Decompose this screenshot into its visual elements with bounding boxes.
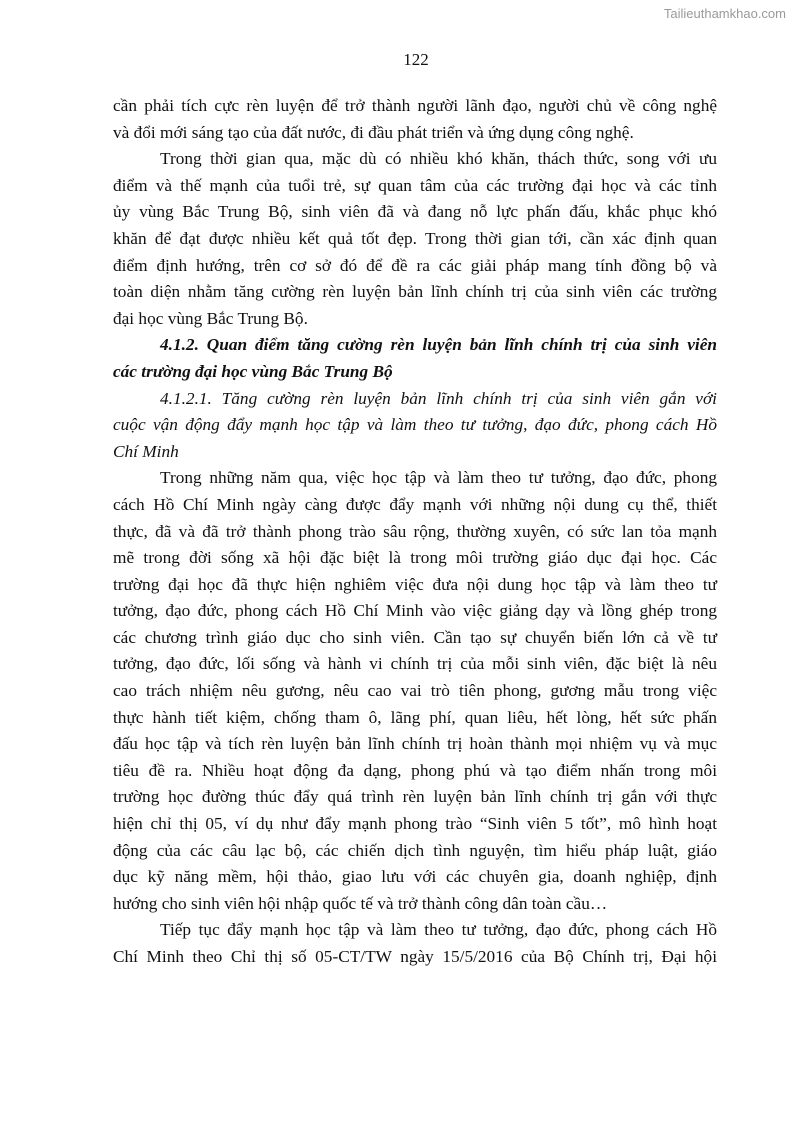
- text-line: ủy vùng Bắc Trung Bộ, sinh viên đã và đang nỗ lực phấn đấu, khắc phục khó: [113, 202, 717, 222]
- text-line: hiện chỉ thị 05, ví dụ như đẩy mạnh phong trào “Sinh viên 5 tốt”, mô hình hoạt: [113, 814, 717, 834]
- text-line: thực hành tiết kiệm, chống tham ô, lãng phí, quan liêu, hết lòng, hết sức phấn: [113, 707, 717, 727]
- text-line: các trường đại học vùng Bắc Trung Bộ: [113, 361, 393, 381]
- text-line: điểm định hướng, trên cơ sở đó để đề ra các giải pháp mang tính đồng bộ và: [113, 255, 717, 275]
- text-line: Chí Minh: [113, 441, 179, 461]
- text-line: trường học đường thúc đẩy quá trình rèn luyện bản lĩnh chính trị gắn với thực: [113, 787, 717, 807]
- paragraph: [113, 146, 717, 332]
- page-number: 122: [403, 50, 429, 69]
- text-line: 4.1.2.1. Tăng cường rèn luyện bản lĩnh chính trị của sinh viên gắn với: [160, 388, 717, 408]
- text-line: thực, đã và đã trở thành phong trào sâu rộng, thường xuyên, có sức lan tỏa mạnh: [113, 521, 717, 541]
- text-line: đấu học tập và tích rèn luyện bản lĩnh chính trị hoàn thành mọi nhiệm vụ và mục: [113, 734, 717, 754]
- text-line: cần phải tích cực rèn luyện để trở thành người lãnh đạo, người chủ về công nghệ: [113, 96, 717, 115]
- text-line: trường đại học đã thực hiện nghiêm việc đưa nội dung học tập và làm theo tư: [113, 574, 717, 594]
- text-line: Tiếp tục đẩy mạnh học tập và làm theo tư tưởng, đạo đức, phong cách Hồ: [160, 920, 717, 940]
- text-line: cách Hồ Chí Minh ngày càng được đẩy mạnh với những nội dung cụ thể, thiết: [113, 494, 717, 514]
- text-line: 4.1.2. Quan điểm tăng cường rèn luyện bản lĩnh chính trị của sinh viên: [160, 335, 717, 355]
- text-line: tưởng, đạo đức, phong cách Hồ Chí Minh vào việc giảng dạy và lồng ghép trong: [113, 601, 717, 621]
- text-line: Chí Minh theo Chỉ thị số 05-CT/TW ngày 15/5/2016 của Bộ Chính trị, Đại hội: [113, 947, 717, 966]
- text-line: cao trách nhiệm nêu gương, nêu cao vai trò tiên phong, gương mẫu trong việc: [113, 681, 717, 701]
- paragraph: [113, 93, 717, 146]
- text-line: đại học vùng Bắc Trung Bộ.: [113, 308, 308, 328]
- text-line: các chương trình giáo dục cho sinh viên. Cần tạo sự chuyển biến lớn cả về tư: [113, 627, 717, 647]
- paragraph: [113, 465, 717, 917]
- text-line: mẽ trong đời sống xã hội đặc biệt là trong môi trường giáo dục đại học. Các: [113, 548, 717, 568]
- text-line: Trong những năm qua, việc học tập và làm theo tư tưởng, đạo đức, phong: [160, 468, 717, 488]
- section-heading: [113, 332, 717, 385]
- text-line: Trong thời gian qua, mặc dù có nhiều khó khăn, thách thức, song với ưu: [160, 149, 717, 169]
- text-line: tưởng, đạo đức, lối sống và hành vi chính trị của mỗi sinh viên, đặc biệt là nêu: [113, 654, 717, 674]
- subsection-heading: [113, 386, 717, 466]
- text-line: và đổi mới sáng tạo của đất nước, đi đầu phát triển và ứng dụng công nghệ.: [113, 122, 634, 142]
- text-line: điểm và thế mạnh của tuổi trẻ, sự quan tâm của các trường đại học và các tỉnh: [113, 175, 717, 195]
- text-line: hướng cho sinh viên hội nhập quốc tế và trở thành công dân toàn cầu…: [113, 893, 608, 913]
- text-line: tiêu đề ra. Nhiều hoạt động đa dạng, phong phú và tạo điểm nhấn trong môi: [113, 760, 717, 780]
- text-line: dục kỹ năng mềm, hội thảo, giao lưu với các chuyên gia, doanh nghiệp, định: [113, 867, 717, 887]
- watermark: Tailieuthamkhao.com: [663, 6, 786, 21]
- paragraph: [113, 917, 717, 970]
- text-line: cuộc vận động đẩy mạnh học tập và làm theo tư tưởng, đạo đức, phong cách Hồ: [113, 415, 717, 435]
- text-line: khăn để đạt được nhiều kết quả tốt đẹp. Trong thời gian tới, cần xác định quan: [113, 228, 717, 248]
- text-line: động của các câu lạc bộ, các chiến dịch tình nguyện, tìm hiểu pháp luật, giáo: [113, 840, 717, 860]
- document-body: [113, 93, 717, 971]
- text-line: toàn diện nhằm tăng cường rèn luyện bản lĩnh chính trị của sinh viên các trường: [113, 282, 717, 302]
